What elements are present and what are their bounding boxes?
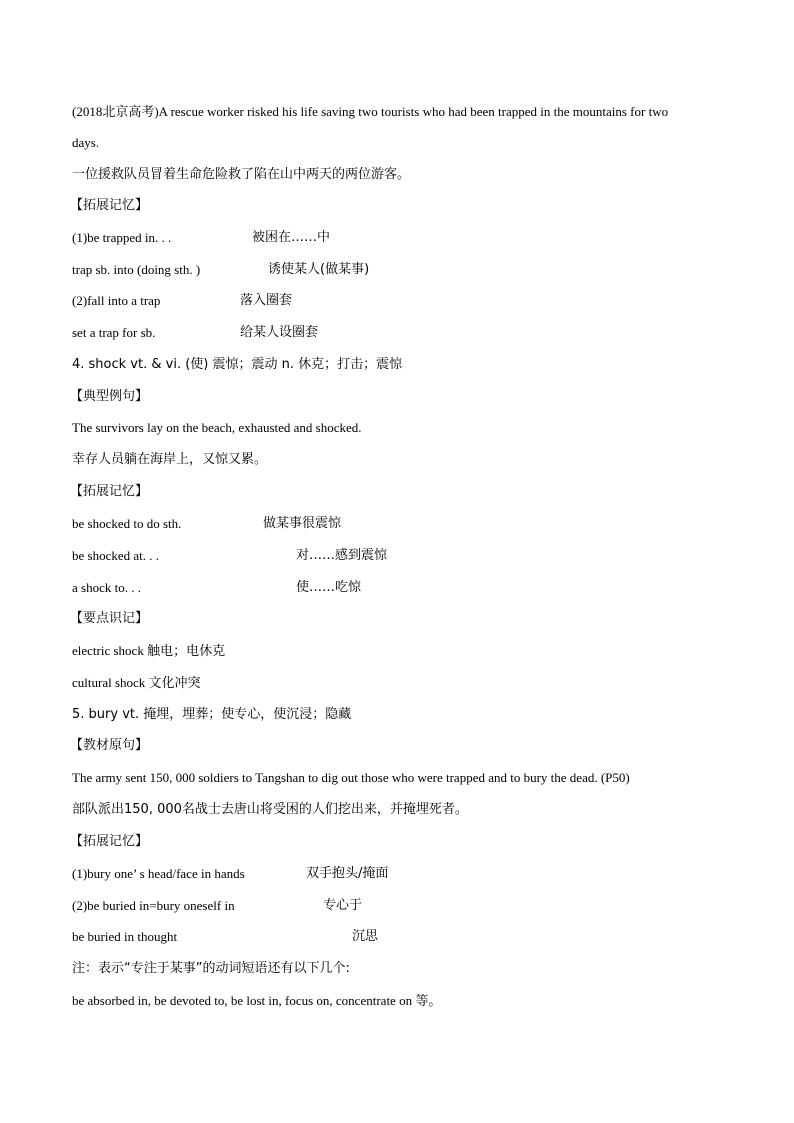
phrase-en-be-buried-in: (2)be buried in=bury oneself in — [72, 898, 235, 913]
phrase-en-trap-sb-into: trap sb. into (doing sth. ) — [72, 262, 201, 277]
phrase-en-be-trapped-in: (1)be trapped in. . . — [72, 230, 172, 245]
section-heading-typical-examples: 【典型例句】 — [70, 389, 149, 404]
key-point-electric-shock: electric shock 触电；电休克 — [72, 643, 226, 658]
phrase-en-a-shock-to: a shock to. . . — [72, 580, 141, 595]
section-heading-expand-memory-1: 【拓展记忆】 — [70, 198, 149, 213]
phrase-zh-a-shock-to: 使……吃惊 — [296, 580, 362, 595]
section-heading-expand-memory-2: 【拓展记忆】 — [70, 484, 149, 499]
phrase-zh-shocked-to-do: 做某事很震惊 — [263, 516, 342, 531]
example-survivors: The survivors lay on the beach, exhausted and shocked. — [72, 420, 362, 435]
phrase-en-set-a-trap: set a trap for sb. — [72, 325, 156, 340]
phrase-en-bury-head: (1)bury one’ s head/face in hands — [72, 866, 245, 881]
phrase-zh-fall-into-a-trap: 落入圈套 — [240, 293, 293, 308]
key-point-cultural-shock: cultural shock 文化冲突 — [72, 675, 201, 690]
word-entry-shock: 4. shock vt. & vi. (使) 震惊；震动 n. 休克；打击；震惊 — [72, 357, 403, 372]
example-sentence-line-1: (2018北京高考)A rescue worker risked his life saving two tourists who had been trapped in the mountains for two — [72, 104, 669, 119]
note-line: 注：表示“专注于某事”的动词短语还有以下几个: — [72, 961, 350, 976]
example-survivors-translation: 幸存人员躺在海岸上，又惊又累。 — [72, 452, 268, 467]
textbook-sentence: The army sent 150, 000 soldiers to Tangshan to dig out those who were trapped and to bury the dead. (P50) — [72, 770, 630, 785]
phrase-en-shocked-at: be shocked at. . . — [72, 548, 160, 563]
phrase-zh-set-a-trap: 给某人设圈套 — [240, 325, 319, 340]
textbook-sentence-translation: 部队派出150, 000名战士去唐山将受困的人们挖出来，并掩埋死者。 — [72, 802, 468, 817]
word-entry-bury: 5. bury vt. 掩埋，埋葬；使专心，使沉浸；隐藏 — [72, 707, 352, 722]
phrase-zh-be-buried-in: 专心于 — [323, 898, 363, 913]
example-sentence-line-2: days. — [72, 135, 100, 150]
note-phrases-line: be absorbed in, be devoted to, be lost in, focus on, concentrate on 等。 — [72, 993, 442, 1008]
phrase-en-shocked-to-do: be shocked to do sth. — [72, 516, 182, 531]
phrase-zh-trap-sb-into: 诱使某人(做某事) — [268, 262, 370, 277]
phrase-en-fall-into-a-trap: (2)fall into a trap — [72, 293, 161, 308]
section-heading-textbook-sentence: 【教材原句】 — [70, 738, 149, 753]
phrase-zh-shocked-at: 对……感到震惊 — [296, 548, 388, 563]
phrase-zh-be-trapped-in: 被困在……中 — [252, 230, 331, 245]
section-heading-key-points: 【要点识记】 — [70, 611, 149, 626]
section-heading-expand-memory-3: 【拓展记忆】 — [70, 834, 149, 849]
example-sentence-translation: 一位援救队员冒着生命危险救了陷在山中两天的两位游客。 — [72, 167, 411, 182]
phrase-zh-bury-head: 双手抱头/掩面 — [306, 866, 389, 881]
phrase-en-buried-in-thought: be buried in thought — [72, 929, 178, 944]
phrase-zh-buried-in-thought: 沉思 — [352, 929, 379, 944]
